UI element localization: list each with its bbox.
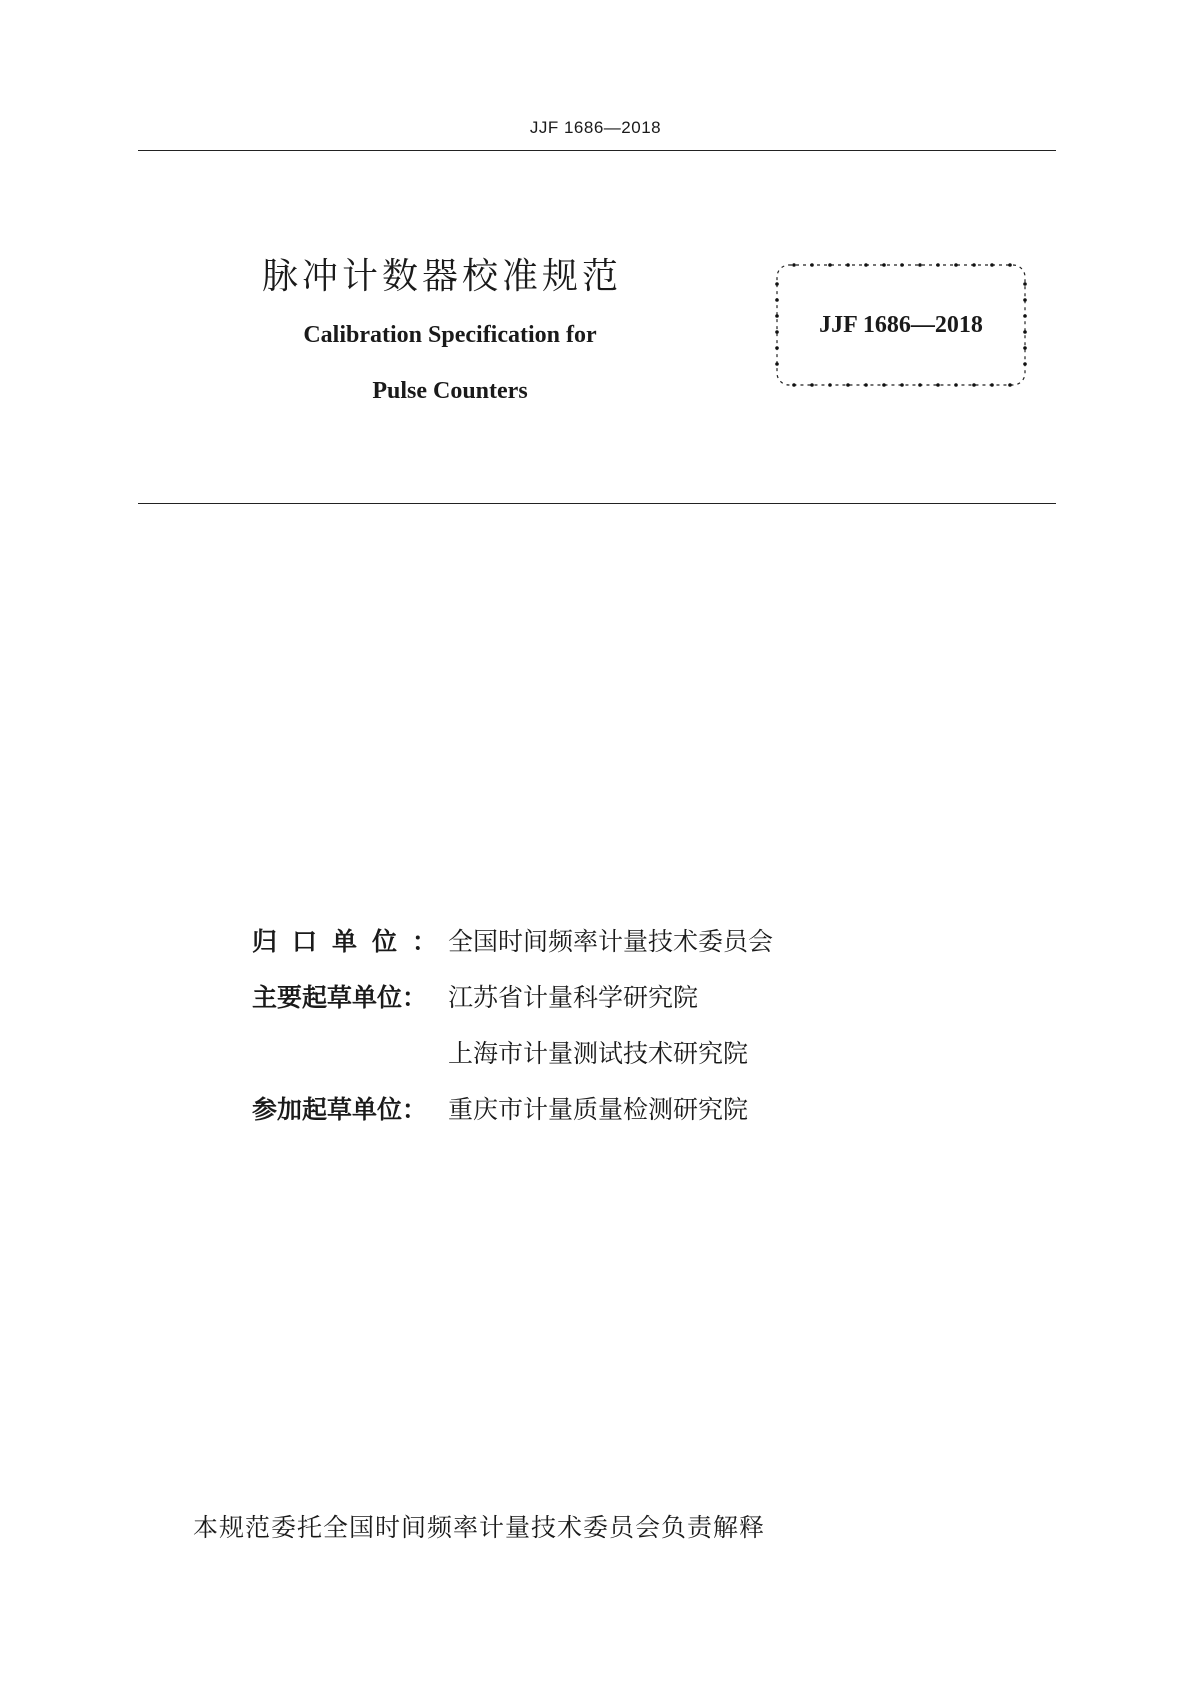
unit-row-main-drafter-cont xyxy=(252,1024,773,1080)
standard-code-text: JJF 1686—2018 xyxy=(819,312,983,338)
running-head-code: JJF 1686—2018 xyxy=(529,118,662,137)
top-rule xyxy=(138,150,1056,151)
drafting-units xyxy=(252,912,773,1136)
title-english-line2: Pulse Counters xyxy=(372,378,528,404)
title-chinese: 脉冲计数器校准规范 xyxy=(262,256,623,297)
bottom-rule xyxy=(138,503,1056,504)
unit-row-main-drafter xyxy=(252,968,773,1024)
unit-label-main-drafter: 主要起草单位： xyxy=(252,983,428,1012)
unit-label-responsible: 归口单位： xyxy=(252,927,453,956)
interpretation-note: 本规范委托全国时间频率计量技术委员会负责解释 xyxy=(193,1513,766,1542)
unit-value-main-drafter-2: 上海市计量测试技术研究院 xyxy=(448,1039,749,1068)
title-english-line1: Calibration Specification for xyxy=(303,322,597,348)
unit-label-participating: 参加起草单位： xyxy=(252,1095,428,1124)
unit-value-main-drafter-1: 江苏省计量科学研究院 xyxy=(448,983,699,1012)
standard-code-box xyxy=(774,262,1052,392)
unit-row-responsible xyxy=(252,912,773,968)
unit-row-participating xyxy=(252,1080,773,1136)
unit-value-responsible: 全国时间频率计量技术委员会 xyxy=(448,927,774,956)
unit-value-participating: 重庆市计量质量检测研究院 xyxy=(448,1095,749,1124)
